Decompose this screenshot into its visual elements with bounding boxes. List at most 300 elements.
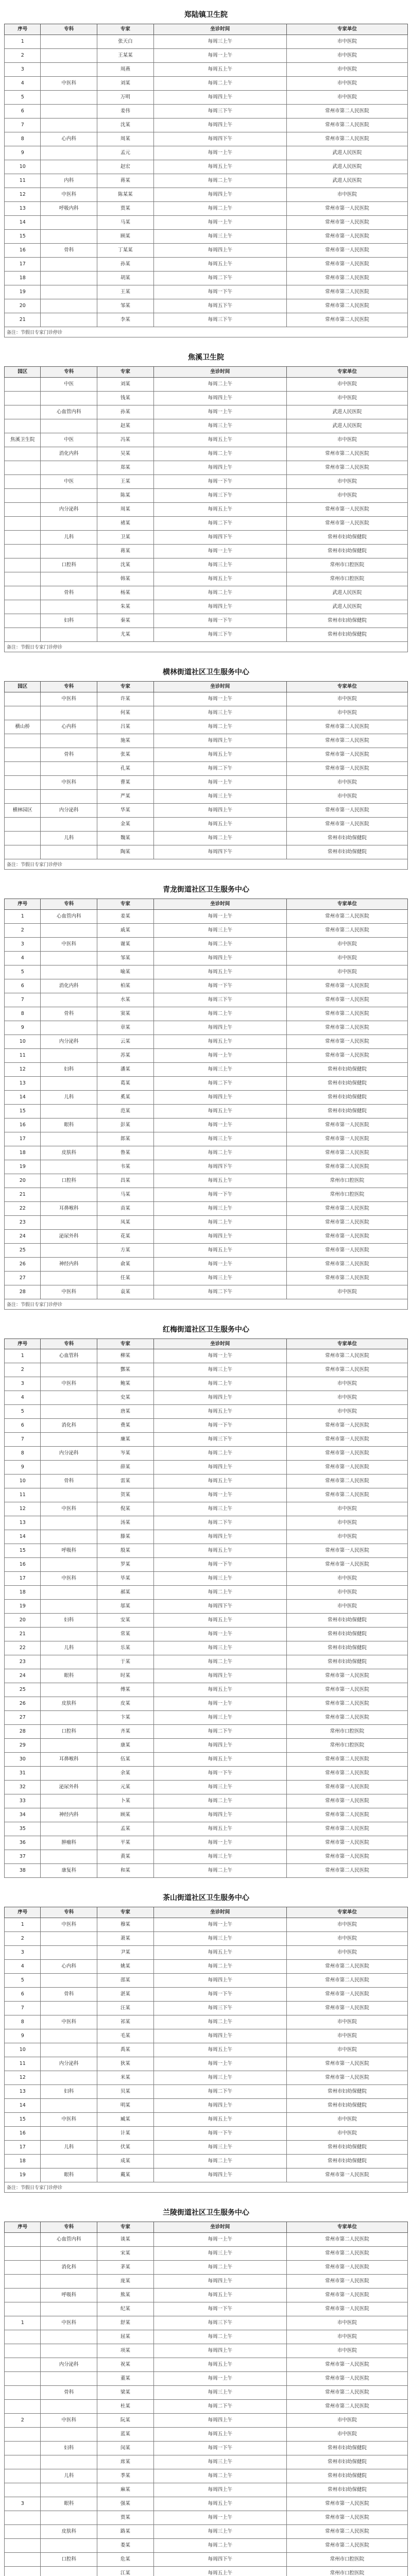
table-row	[5, 160, 408, 174]
table-row	[5, 2261, 408, 2275]
clinic-time-cell: 每周三下午	[153, 628, 286, 641]
clinic-time-cell: 每周五上午	[153, 1475, 286, 1488]
expert-cell: 狄某	[97, 2057, 154, 2071]
row-index-cell: 16	[5, 243, 41, 257]
table-row	[5, 1215, 408, 1229]
row-index-cell	[5, 447, 41, 461]
clinic-time-cell: 每周五上午	[153, 257, 286, 271]
table-row	[5, 1767, 408, 1781]
table-row	[5, 692, 408, 706]
table-row	[5, 1377, 408, 1391]
table-row	[5, 1461, 408, 1475]
table-row	[5, 2358, 408, 2372]
table-row	[5, 2002, 408, 2015]
clinic-time-cell: 每周一上午	[153, 1918, 286, 1932]
expert-unit-cell: 常州市第二人民医院	[287, 1146, 408, 1160]
expert-cell: 郝某	[97, 1586, 154, 1600]
expert-unit-cell: 常州市第二人民医院	[287, 1201, 408, 1215]
table-row	[5, 831, 408, 845]
schedule-table	[4, 366, 408, 642]
expert-unit-cell: 常州市妇幼保健院	[287, 530, 408, 544]
table-row	[5, 1781, 408, 1794]
expert-unit-cell: 市中医院	[287, 706, 408, 720]
expert-cell: 刘某	[97, 377, 154, 391]
clinic-time-cell: 每周三上午	[153, 2141, 286, 2155]
expert-cell: 毕某	[97, 1572, 154, 1586]
clinic-time-cell: 每周二下午	[153, 2400, 286, 2414]
specialty-cell: 中医科	[41, 692, 97, 706]
expert-cell: 鲁某	[97, 1146, 154, 1160]
specialty-cell: 眼科	[41, 2497, 97, 2511]
specialty-cell: 内分泌科	[41, 1035, 97, 1048]
table-row	[5, 2386, 408, 2400]
expert-unit-cell: 常州市第一人民医院	[287, 2071, 408, 2085]
expert-unit-cell: 常州市第一人民医院	[287, 1683, 408, 1697]
clinic-time-cell: 每周一下午	[153, 285, 286, 299]
clinic-time-cell: 每周四上午	[153, 391, 286, 405]
expert-unit-cell: 常州市口腔医院	[287, 2553, 408, 2567]
specialty-cell	[41, 1794, 97, 1808]
clinic-time-cell: 每周五上午	[153, 433, 286, 447]
expert-unit-cell: 市中医院	[287, 1946, 408, 1960]
row-index-cell	[5, 572, 41, 586]
specialty-cell	[41, 488, 97, 502]
expert-unit-cell: 常州市第一人民医院	[287, 257, 408, 271]
clinic-time-cell: 每周三下午	[153, 2316, 286, 2330]
expert-cell: 卞某	[97, 1711, 154, 1725]
specialty-cell: 眼科	[41, 1669, 97, 1683]
specialty-cell	[41, 1160, 97, 1174]
row-index-cell: 22	[5, 1201, 41, 1215]
expert-unit-cell: 常州市第二人民医院	[287, 720, 408, 734]
specialty-cell	[41, 313, 97, 327]
expert-unit-cell: 市中医院	[287, 2043, 408, 2057]
expert-cell: 水某	[97, 993, 154, 1007]
expert-cell: 余某	[97, 1767, 154, 1781]
expert-cell: 齐某	[97, 1725, 154, 1739]
expert-unit-cell: 常州市第二人民医院	[287, 2233, 408, 2247]
expert-unit-cell: 常州市第一人民医院	[287, 1243, 408, 1257]
table-row	[5, 1502, 408, 1516]
specialty-cell	[41, 1711, 97, 1725]
row-index-cell: 16	[5, 1118, 41, 1132]
table-row	[5, 923, 408, 937]
row-index-cell: 8	[5, 1007, 41, 1021]
row-index-cell	[5, 2289, 41, 2302]
clinic-time-cell: 每周一上午	[153, 1488, 286, 1502]
clinic-time-cell: 每周五上午	[153, 1544, 286, 1558]
expert-unit-cell: 市中医院	[287, 76, 408, 90]
specialty-cell	[41, 1461, 97, 1475]
row-index-cell: 6	[5, 979, 41, 993]
expert-unit-cell: 常州市第一人民医院	[287, 243, 408, 257]
row-index-cell	[5, 2455, 41, 2469]
expert-unit-cell: 常州市第一人民医院	[287, 1229, 408, 1243]
table-row	[5, 405, 408, 419]
clinic-time-cell: 每周三上午	[153, 1062, 286, 1076]
expert-unit-cell: 市中医院	[287, 789, 408, 803]
specialty-cell: 消化科	[41, 2261, 97, 2275]
row-index-cell: 20	[5, 1614, 41, 1628]
row-index-cell: 33	[5, 1794, 41, 1808]
table-row	[5, 1048, 408, 1062]
row-index-cell: 10	[5, 1035, 41, 1048]
specialty-cell: 中医科	[41, 188, 97, 201]
expert-cell: 苗某	[97, 1201, 154, 1215]
table-row	[5, 2071, 408, 2085]
clinic-time-cell: 每周一上午	[153, 1836, 286, 1850]
table-row	[5, 1391, 408, 1405]
row-index-cell	[5, 530, 41, 544]
row-index-cell: 17	[5, 257, 41, 271]
expert-unit-cell: 常州市第二人民医院	[287, 2525, 408, 2539]
clinic-time-cell: 每周三上午	[153, 2071, 286, 2085]
row-index-cell: 16	[5, 2127, 41, 2141]
row-index-cell	[5, 2469, 41, 2483]
specialty-cell	[41, 1076, 97, 1090]
expert-cell: 罗某	[97, 1558, 154, 1572]
specialty-cell: 中医科	[41, 937, 97, 951]
specialty-cell	[41, 104, 97, 118]
specialty-cell	[41, 817, 97, 831]
row-index-cell	[5, 2386, 41, 2400]
specialty-cell: 骨科	[41, 1007, 97, 1021]
row-index-cell: 23	[5, 1655, 41, 1669]
expert-cell: 项某	[97, 2344, 154, 2358]
specialty-cell: 儿科	[41, 530, 97, 544]
specialty-cell	[41, 391, 97, 405]
row-index-cell	[5, 2567, 41, 2576]
table-row	[5, 1363, 408, 1377]
expert-unit-cell: 常州市第二人民医院	[287, 2247, 408, 2261]
table-row	[5, 313, 408, 327]
table-row	[5, 229, 408, 243]
expert-unit-cell: 市中医院	[287, 433, 408, 447]
table-row	[5, 1516, 408, 1530]
expert-cell: 贺某	[97, 1488, 154, 1502]
specialty-cell: 心内科	[41, 132, 97, 146]
expert-unit-cell: 常州市妇幼保健院	[287, 1628, 408, 1641]
specialty-cell	[41, 1767, 97, 1781]
clinic-time-cell: 每周五上午	[153, 572, 286, 586]
row-index-cell: 28	[5, 1725, 41, 1739]
expert-unit-cell: 常州市第一人民医院	[287, 201, 408, 215]
table-row	[5, 285, 408, 299]
expert-unit-cell: 常州市第一人民医院	[287, 2057, 408, 2071]
row-index-cell: 12	[5, 188, 41, 201]
table-row	[5, 2442, 408, 2455]
expert-unit-cell: 常州市妇幼保健院	[287, 628, 408, 641]
expert-unit-cell: 常州市妇幼保健院	[287, 2469, 408, 2483]
row-index-cell: 横林园区	[5, 803, 41, 817]
expert-cell: 禹某	[97, 2043, 154, 2057]
row-index-cell: 11	[5, 174, 41, 188]
specialty-cell	[41, 761, 97, 775]
row-index-cell	[5, 600, 41, 614]
expert-unit-cell: 常州市第二人民医院	[287, 909, 408, 923]
specialty-cell	[41, 2400, 97, 2414]
expert-cell: 何某	[97, 706, 154, 720]
row-index-cell: 22	[5, 1641, 41, 1655]
row-index-cell: 36	[5, 1836, 41, 1850]
expert-unit-cell: 常州市第二人民医院	[287, 1753, 408, 1767]
expert-unit-cell: 常州市第二人民医院	[287, 1864, 408, 1878]
expert-unit-cell: 武进人民医院	[287, 405, 408, 419]
expert-unit-cell: 常州市第二人民医院	[287, 447, 408, 461]
specialty-cell	[41, 1655, 97, 1669]
row-index-cell	[5, 2247, 41, 2261]
expert-unit-cell: 市中医院	[287, 2414, 408, 2428]
table-row	[5, 2015, 408, 2029]
clinic-time-cell: 每周一下午	[153, 979, 286, 993]
expert-cell: 钱某	[97, 391, 154, 405]
table-row	[5, 1600, 408, 1614]
expert-cell: 宋某	[97, 2247, 154, 2261]
clinic-time-cell: 每周四上午	[153, 188, 286, 201]
clinic-time-cell: 每周二上午	[153, 2015, 286, 2029]
expert-cell: 滕某	[97, 1530, 154, 1544]
section-note: 备注：节假日专家门诊停诊	[4, 1299, 408, 1310]
expert-cell: 马某	[97, 1188, 154, 1201]
expert-unit-cell: 常州市口腔医院	[287, 558, 408, 572]
clinic-time-cell: 每周二上午	[153, 447, 286, 461]
clinic-time-cell: 每周四上午	[153, 1461, 286, 1475]
table-row	[5, 1488, 408, 1502]
expert-unit-cell: 常州市第一人民医院	[287, 1132, 408, 1146]
clinic-time-cell: 每周三上午	[153, 789, 286, 803]
expert-unit-cell: 市中医院	[287, 1600, 408, 1614]
expert-unit-cell: 常州市第二人民医院	[287, 461, 408, 474]
specialty-cell: 儿科	[41, 2141, 97, 2155]
row-index-cell: 3	[5, 2497, 41, 2511]
expert-cell: 周某	[97, 502, 154, 516]
expert-unit-cell: 常州市第一人民医院	[287, 1461, 408, 1475]
table-row	[5, 586, 408, 600]
clinic-time-cell: 每周五上午	[153, 748, 286, 761]
row-index-cell: 25	[5, 1683, 41, 1697]
table-row	[5, 2469, 408, 2483]
table-row	[5, 1988, 408, 2002]
column-header: 专家单位	[287, 366, 408, 377]
row-index-cell: 37	[5, 1850, 41, 1864]
table-row	[5, 271, 408, 285]
expert-unit-cell: 常州市第一人民医院	[287, 2511, 408, 2525]
table-row	[5, 419, 408, 433]
table-row	[5, 720, 408, 734]
row-index-cell: 2	[5, 923, 41, 937]
clinic-time-cell: 每周一下午	[153, 2442, 286, 2455]
expert-unit-cell: 常州市第一人民医院	[287, 1544, 408, 1558]
table-row	[5, 188, 408, 201]
expert-cell: 汤某	[97, 1516, 154, 1530]
expert-unit-cell: 常州市第二人民医院	[287, 1711, 408, 1725]
clinic-time-cell: 每周三下午	[153, 2002, 286, 2015]
schedule-table	[4, 899, 408, 1299]
row-index-cell	[5, 2344, 41, 2358]
expert-cell: 施某	[97, 734, 154, 748]
row-index-cell: 9	[5, 1021, 41, 1035]
expert-unit-cell: 市中医院	[287, 48, 408, 62]
clinic-time-cell: 每周一下午	[153, 1988, 286, 2002]
specialty-cell	[41, 845, 97, 859]
row-index-cell: 21	[5, 1628, 41, 1641]
table-row	[5, 1201, 408, 1215]
table-row	[5, 1974, 408, 1988]
specialty-cell	[41, 1558, 97, 1572]
table-row	[5, 1076, 408, 1090]
table-row	[5, 993, 408, 1007]
row-index-cell: 15	[5, 2113, 41, 2127]
specialty-cell	[41, 118, 97, 132]
specialty-cell	[41, 1433, 97, 1447]
specialty-cell: 中医科	[41, 2316, 97, 2330]
row-index-cell: 4	[5, 1960, 41, 1974]
expert-cell: 贾某	[97, 2511, 154, 2525]
table-row	[5, 979, 408, 993]
clinic-time-cell: 每周二下午	[153, 1076, 286, 1090]
expert-unit-cell: 常州市妇幼保健院	[287, 1062, 408, 1076]
specialty-cell: 中医科	[41, 2414, 97, 2428]
specialty-cell	[41, 1974, 97, 1988]
row-index-cell	[5, 2442, 41, 2455]
expert-unit-cell: 常州市第二人民医院	[287, 1021, 408, 1035]
specialty-cell	[41, 2275, 97, 2289]
row-index-cell: 2	[5, 1932, 41, 1946]
specialty-cell	[41, 2302, 97, 2316]
table-row	[5, 1146, 408, 1160]
row-index-cell: 19	[5, 1160, 41, 1174]
expert-cell: 孙某	[97, 405, 154, 419]
row-index-cell: 7	[5, 118, 41, 132]
row-index-cell: 12	[5, 2071, 41, 2085]
row-index-cell: 1	[5, 35, 41, 48]
clinic-time-cell: 每周一上午	[153, 692, 286, 706]
clinic-time-cell: 每周五上午	[153, 2567, 286, 2576]
clinic-time-cell: 每周五上午	[153, 1946, 286, 1960]
table-row	[5, 2141, 408, 2155]
row-index-cell	[5, 558, 41, 572]
clinic-time-cell: 每周二上午	[153, 1794, 286, 1808]
expert-unit-cell: 常州市第一人民医院	[287, 979, 408, 993]
row-index-cell	[5, 761, 41, 775]
section-title: 横林街道社区卫生服务中心	[163, 668, 249, 676]
table-row	[5, 1932, 408, 1946]
clinic-time-cell: 每周五上午	[153, 2113, 286, 2127]
table-row	[5, 761, 408, 775]
clinic-time-cell: 每周二上午	[153, 2330, 286, 2344]
table-row	[5, 544, 408, 558]
specialty-cell: 眼科	[41, 2168, 97, 2182]
clinic-time-cell: 每周四上午	[153, 2029, 286, 2043]
expert-cell: 孟元	[97, 146, 154, 160]
expert-cell: 冯某	[97, 433, 154, 447]
expert-cell: 时某	[97, 1669, 154, 1683]
clinic-time-cell: 每周三下午	[153, 1433, 286, 1447]
row-index-cell: 18	[5, 271, 41, 285]
table-row	[5, 76, 408, 90]
specialty-cell: 消化科	[41, 1419, 97, 1433]
expert-cell: 乐某	[97, 1641, 154, 1655]
row-index-cell: 31	[5, 1767, 41, 1781]
clinic-time-cell: 每周三下午	[153, 488, 286, 502]
schedule-section	[4, 884, 408, 1310]
specialty-cell	[41, 1271, 97, 1285]
clinic-time-cell: 每周五上午	[153, 1614, 286, 1628]
clinic-time-cell: 每周一上午	[153, 544, 286, 558]
specialty-cell	[41, 2483, 97, 2497]
expert-cell: 邹某	[97, 951, 154, 965]
clinic-time-cell: 每周四上午	[153, 1090, 286, 1104]
schedule-table	[4, 681, 408, 859]
specialty-cell	[41, 1822, 97, 1836]
specialty-cell: 儿科	[41, 1090, 97, 1104]
expert-cell: 薛某	[97, 1461, 154, 1475]
table-row	[5, 2085, 408, 2099]
expert-unit-cell: 市中医院	[287, 488, 408, 502]
row-index-cell	[5, 2400, 41, 2414]
expert-cell: 孔某	[97, 761, 154, 775]
specialty-cell: 中医科	[41, 1377, 97, 1391]
specialty-cell	[41, 419, 97, 433]
specialty-cell: 骨科	[41, 2386, 97, 2400]
expert-cell: 李某	[97, 313, 154, 327]
table-row	[5, 1349, 408, 1363]
clinic-time-cell: 每周三上午	[153, 1711, 286, 1725]
clinic-time-cell: 每周五上午	[153, 160, 286, 174]
expert-unit-cell: 市中医院	[287, 377, 408, 391]
expert-unit-cell: 常州市第二人民医院	[287, 1697, 408, 1711]
table-row	[5, 1960, 408, 1974]
expert-unit-cell: 市中医院	[287, 965, 408, 979]
specialty-cell: 神经内科	[41, 1257, 97, 1271]
expert-unit-cell: 常州市第二人民医院	[287, 1767, 408, 1781]
schedule-section	[4, 9, 408, 337]
expert-unit-cell: 常州市第一人民医院	[287, 1035, 408, 1048]
specialty-cell	[41, 257, 97, 271]
clinic-time-cell: 每周五上午	[153, 1405, 286, 1419]
table-row	[5, 965, 408, 979]
specialty-cell: 骨科	[41, 586, 97, 600]
specialty-cell	[41, 1021, 97, 1035]
expert-cell: 姜伟	[97, 104, 154, 118]
expert-unit-cell: 常州市第一人民医院	[287, 1419, 408, 1433]
table-row	[5, 2247, 408, 2261]
clinic-time-cell: 每周四下午	[153, 132, 286, 146]
expert-cell: 庞某	[97, 2275, 154, 2289]
row-index-cell: 3	[5, 1946, 41, 1960]
table-row	[5, 1614, 408, 1628]
expert-unit-cell: 市中医院	[287, 35, 408, 48]
row-index-cell: 7	[5, 2002, 41, 2015]
column-header: 坐诊时间	[153, 366, 286, 377]
expert-cell: 席某	[97, 2455, 154, 2469]
table-row	[5, 734, 408, 748]
expert-unit-cell: 常州市第二人民医院	[287, 1257, 408, 1271]
expert-cell: 祝某	[97, 2358, 154, 2372]
expert-cell: 计某	[97, 2127, 154, 2141]
expert-unit-cell: 市中医院	[287, 937, 408, 951]
expert-cell: 和某	[97, 1864, 154, 1878]
specialty-cell: 中医	[41, 433, 97, 447]
row-index-cell: 横山桥	[5, 720, 41, 734]
row-index-cell: 18	[5, 2155, 41, 2168]
row-index-cell	[5, 2261, 41, 2275]
row-index-cell	[5, 502, 41, 516]
expert-unit-cell: 常州市第二人民医院	[287, 2386, 408, 2400]
clinic-time-cell: 每周二上午	[153, 937, 286, 951]
table-row	[5, 2539, 408, 2553]
row-index-cell: 23	[5, 1215, 41, 1229]
